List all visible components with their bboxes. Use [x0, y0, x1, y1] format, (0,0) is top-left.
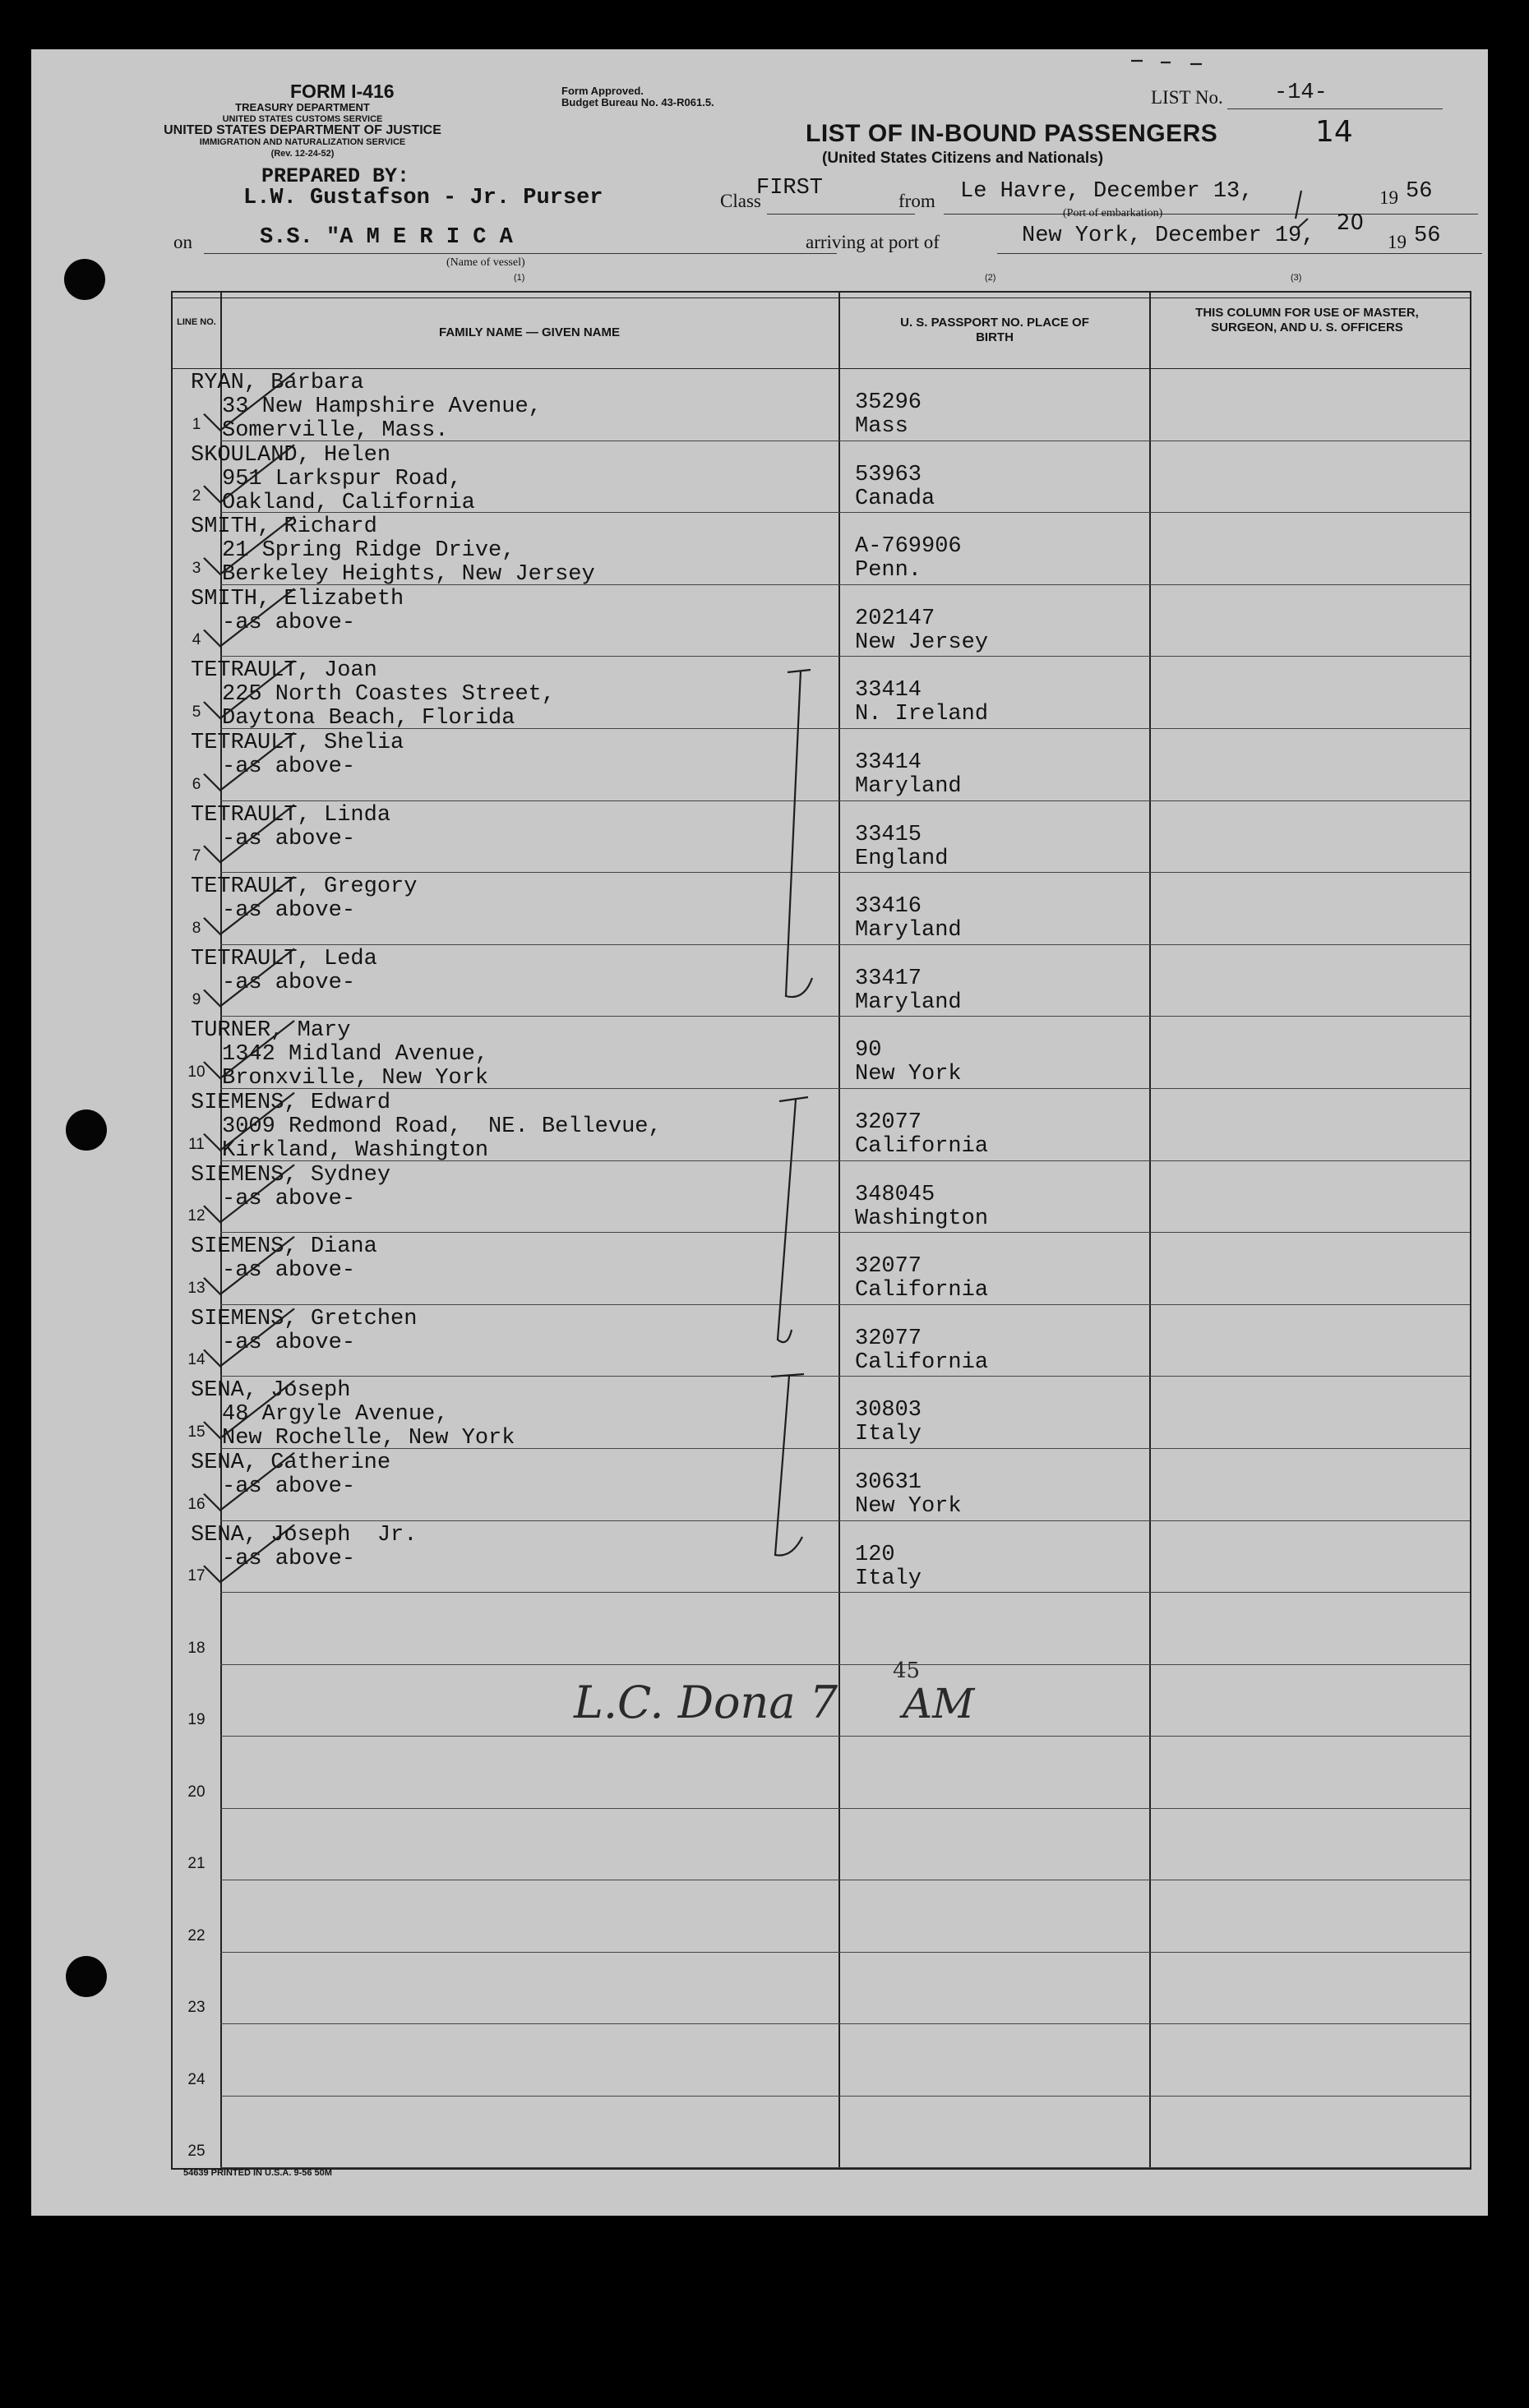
check-mark	[204, 733, 294, 791]
passport-number: 33415	[855, 822, 922, 847]
passenger-address-line: -as above-	[222, 610, 356, 635]
line-number: 14	[187, 1351, 206, 1369]
passenger-name: SIEMENS, Sydney	[191, 1162, 391, 1188]
check-mark	[204, 805, 294, 862]
place-of-birth: Canada	[855, 486, 935, 511]
passenger-address-line: -as above-	[222, 754, 356, 779]
line-number: 1	[192, 415, 201, 433]
print-code: 54639 PRINTED IN U.S.A. 9-56 50M	[183, 2168, 332, 2178]
passenger-name: SENA, Joseph	[191, 1378, 351, 1404]
check-mark	[204, 1381, 294, 1438]
place-of-birth: Italy	[855, 1422, 922, 1447]
place-of-birth: Mass	[855, 414, 908, 439]
line-number: 4	[192, 631, 201, 649]
column-number: (2)	[985, 273, 996, 283]
passenger-address-line: -as above-	[222, 898, 356, 924]
passenger-address-line: 3009 Redmond Road, NE. Bellevue,	[222, 1114, 662, 1139]
check-mark	[204, 445, 294, 502]
check-mark	[204, 661, 294, 718]
check-mark	[204, 1093, 294, 1151]
passport-number: A-769906	[855, 534, 962, 560]
check-mark	[204, 588, 294, 646]
check-mark	[204, 517, 294, 574]
punch-hole	[66, 1109, 107, 1151]
passenger-name: SENA, Catherine	[191, 1451, 391, 1475]
line-number: 21	[187, 1855, 206, 1873]
line-number: 11	[188, 1135, 205, 1153]
column-header-officers: THIS COLUMN FOR USE OF MASTER, SURGEON, AND U. S. OFFICERS	[1195, 306, 1419, 334]
arriving-year-prefix: 19	[1388, 232, 1407, 252]
line-number: 17	[187, 1567, 206, 1585]
line-number: 19	[187, 1711, 206, 1729]
passenger-address-line: Oakland, California	[222, 490, 475, 515]
place-of-birth: California	[855, 1134, 989, 1159]
passport-number: 32077	[855, 1110, 922, 1135]
passenger-name: SIEMENS, Diana	[191, 1234, 377, 1260]
dept-line: TREASURY DEPARTMENT	[235, 101, 370, 113]
line-number: 5	[192, 703, 201, 721]
line-number: 20	[187, 1783, 206, 1801]
page-subtitle: (United States Citizens and Nationals)	[822, 150, 1104, 167]
check-mark	[204, 1525, 294, 1582]
column-number: (3)	[1291, 273, 1302, 283]
place-of-birth: Washington	[855, 1206, 989, 1231]
place-of-birth: Maryland	[855, 918, 962, 943]
passport-number: 120	[855, 1542, 895, 1567]
on-label: on	[173, 232, 192, 252]
passenger-address-line: -as above-	[222, 970, 356, 995]
column-header-line-no: LINE NO.	[177, 317, 216, 327]
prepared-by-label: PREPARED BY:	[261, 164, 410, 188]
arriving-label: arriving at port of	[806, 232, 940, 252]
passenger-address-line: -as above-	[222, 826, 356, 851]
line-number: 25	[187, 2143, 206, 2161]
place-of-birth: New Jersey	[855, 630, 989, 655]
passenger-name: SIEMENS, Edward	[191, 1091, 391, 1115]
passport-number: 35296	[855, 390, 922, 415]
top-dashes	[1131, 61, 1202, 64]
arriving-year: 56	[1414, 224, 1441, 248]
place-of-birth: California	[855, 1278, 989, 1303]
prepared-by-value: L.W. Gustafson - Jr. Purser	[243, 186, 603, 210]
line-number: 7	[192, 847, 201, 865]
passenger-address-line: -as above-	[222, 1258, 356, 1284]
line-number: 23	[187, 1999, 206, 2017]
passport-number: 30631	[855, 1470, 922, 1495]
line-number: 18	[187, 1639, 206, 1657]
check-mark	[204, 1308, 294, 1366]
place-of-birth: Maryland	[855, 989, 962, 1015]
line-number: 2	[192, 487, 201, 505]
passport-number: 348045	[855, 1182, 935, 1207]
place-of-birth: Italy	[855, 1566, 922, 1591]
passenger-name: TETRAULT, Gregory	[191, 874, 418, 900]
bracket-siemens	[778, 1097, 808, 1342]
list-no-value: -14-	[1274, 81, 1328, 105]
line-number: 8	[192, 919, 201, 937]
passenger-address-line: -as above-	[222, 1330, 356, 1355]
place-of-birth: Maryland	[855, 774, 962, 799]
passenger-address-line: Daytona Beach, Florida	[222, 706, 515, 731]
place-of-birth: N. Ireland	[855, 702, 989, 727]
passenger-name: TETRAULT, Leda	[191, 946, 377, 971]
passport-number: 30803	[855, 1398, 922, 1423]
passenger-address-line: 48 Argyle Avenue,	[222, 1402, 449, 1428]
place-of-birth: New York	[855, 1494, 962, 1519]
column-header-name: FAMILY NAME — GIVEN NAME	[438, 325, 621, 339]
check-mark	[204, 373, 294, 431]
form-number: FORM I-416	[290, 81, 395, 102]
column-header-passport: U. S. PASSPORT NO. PLACE OF BIRTH	[900, 316, 1089, 344]
place-of-birth: California	[855, 1349, 989, 1375]
passenger-name: SMITH, Richard	[191, 514, 377, 540]
passenger-name: SMITH, Elizabeth	[191, 586, 404, 611]
class-value: FIRST	[756, 176, 824, 201]
page-title: LIST OF IN-BOUND PASSENGERS	[806, 120, 1218, 147]
bracket-sena	[771, 1374, 804, 1556]
passenger-address-line: Somerville, Mass.	[222, 418, 449, 443]
check-marks	[204, 373, 294, 1583]
arriving-port-value: New York, December 19,	[1022, 224, 1315, 248]
line-number: 16	[187, 1495, 206, 1513]
list-no-label: LIST No.	[1151, 87, 1223, 108]
passenger-address-line: 951 Larkspur Road,	[222, 466, 462, 491]
dept-line: (Rev. 12-24-52)	[270, 149, 335, 159]
column-number: (1)	[514, 273, 525, 283]
passenger-name: SENA, Joseph Jr.	[191, 1522, 418, 1548]
place-of-birth: Penn.	[855, 558, 922, 584]
class-label: Class	[720, 191, 761, 211]
passenger-address-line: 1342 Midland Avenue,	[222, 1042, 489, 1068]
passport-number: 90	[855, 1038, 882, 1063]
check-mark	[204, 877, 294, 934]
line-number: 6	[192, 775, 201, 793]
check-mark	[204, 948, 294, 1006]
punch-hole	[64, 259, 105, 300]
passport-number: 53963	[855, 462, 922, 487]
handwritten-signature: L.C. Dona 7	[574, 1677, 838, 1728]
place-of-birth: New York	[855, 1062, 962, 1087]
passenger-address-line: -as above-	[222, 1474, 356, 1499]
passport-number: 32077	[855, 1254, 922, 1280]
dept-line: UNITED STATES DEPARTMENT OF JUSTICE	[164, 123, 441, 137]
handwritten-time-suffix: AM	[903, 1680, 975, 1728]
handwritten-marks	[31, 49, 1488, 2216]
date-correction-mark	[1296, 191, 1308, 228]
passport-number: 33416	[855, 894, 922, 920]
line-number: 10	[187, 1063, 206, 1081]
bracket-marks	[771, 61, 1308, 1556]
budget-bureau-text: Budget Bureau No. 43-R061.5.	[561, 96, 714, 108]
passenger-name: RYAN, Barbara	[191, 371, 364, 395]
passenger-address-line: -as above-	[222, 1546, 356, 1571]
passenger-address-line: 21 Spring Ridge Drive,	[222, 538, 515, 564]
vessel-name: S.S. "A M E R I C A	[260, 225, 513, 250]
from-port-value: Le Havre, December 13,	[960, 179, 1254, 204]
handwritten-time-superscript: 45	[893, 1658, 921, 1683]
passenger-name: SKOULAND, Helen	[191, 442, 391, 468]
line-number: 24	[187, 2070, 206, 2088]
line-number: 12	[187, 1207, 206, 1225]
line-number: 13	[187, 1279, 206, 1297]
passenger-name: SIEMENS, Gretchen	[191, 1306, 418, 1331]
line-number: 15	[187, 1423, 206, 1441]
passenger-address-line: 225 North Coastes Street,	[222, 682, 556, 708]
passenger-name: TETRAULT, Linda	[191, 802, 391, 828]
dept-line: IMMIGRATION AND NATURALIZATION SERVICE	[199, 137, 406, 147]
check-mark	[204, 1021, 294, 1078]
passenger-address-line: 33 New Hampshire Avenue,	[222, 394, 542, 419]
form-approved-text: Form Approved.	[561, 85, 644, 97]
handwritten-day: 20	[1337, 210, 1365, 235]
passenger-address-line: Bronxville, New York	[222, 1066, 489, 1091]
list-no-handwritten: 14	[1315, 115, 1353, 149]
check-mark	[204, 1165, 294, 1222]
passport-number: 202147	[855, 606, 935, 631]
passenger-name: TURNER, Mary	[191, 1018, 351, 1044]
passenger-address-line: Kirkland, Washington	[222, 1138, 489, 1163]
passport-number: 33417	[855, 966, 922, 991]
passenger-address-line: Berkeley Heights, New Jersey	[222, 562, 595, 588]
from-year-prefix: 19	[1379, 187, 1398, 208]
vessel-caption: (Name of vessel)	[446, 256, 525, 269]
punch-hole	[66, 1956, 107, 1997]
check-mark	[204, 1453, 294, 1511]
line-number: 9	[192, 991, 201, 1009]
passport-number: 33414	[855, 750, 922, 775]
place-of-birth: England	[855, 846, 949, 871]
port-embarkation-caption: (Port of embarkation)	[1063, 207, 1163, 219]
passport-number: 33414	[855, 678, 922, 703]
line-number: 22	[187, 1926, 206, 1944]
passenger-address-line: New Rochelle, New York	[222, 1426, 515, 1451]
check-mark	[204, 1237, 294, 1294]
dept-line: UNITED STATES CUSTOMS SERVICE	[222, 114, 383, 124]
from-year: 56	[1406, 179, 1433, 204]
passport-number: 32077	[855, 1326, 922, 1351]
passenger-address-line: -as above-	[222, 1186, 356, 1211]
passenger-name: TETRAULT, Shelia	[191, 731, 404, 755]
line-number: 3	[192, 559, 201, 577]
passenger-name: TETRAULT, Joan	[191, 658, 377, 684]
bracket-tetrault	[786, 670, 812, 997]
form-sheet	[31, 49, 1488, 2216]
from-label: from	[898, 191, 935, 211]
